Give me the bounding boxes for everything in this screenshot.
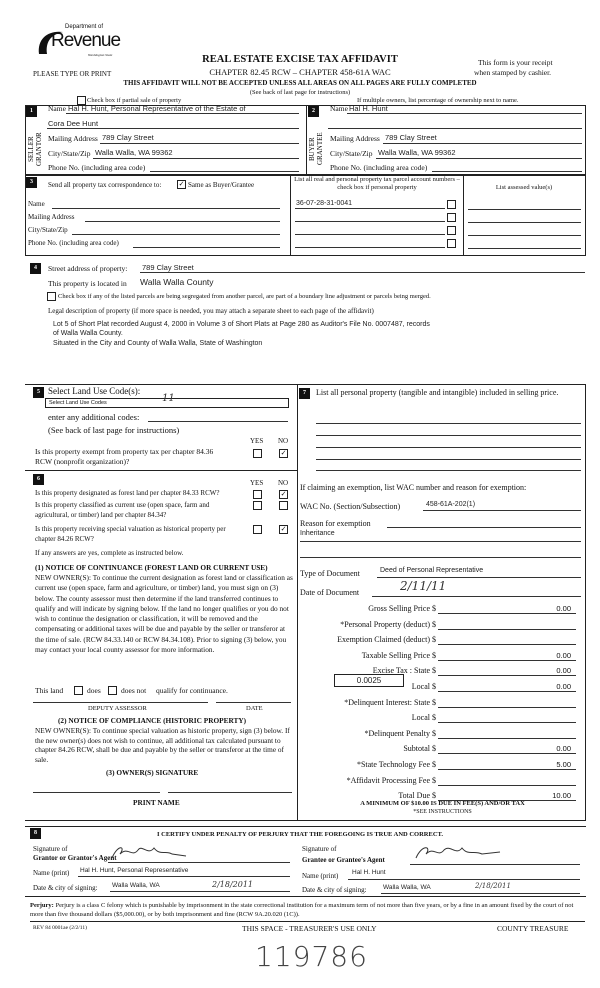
tax-row-label: *Personal Property (deduct) xyxy=(340,619,430,629)
grantor-name[interactable]: Hal H. Hunt, Personal Representative xyxy=(80,867,189,874)
wac-number[interactable]: 458-61A-202(1) xyxy=(426,501,476,508)
dollar-sign: $ xyxy=(432,619,436,629)
current-use-no-checkbox[interactable] xyxy=(279,501,288,510)
deputy-assessor-label: DEPUTY ASSESSOR xyxy=(88,705,147,712)
logo-revenue: Revenue xyxy=(51,30,121,51)
exempt-no-checkbox[interactable]: ✓ xyxy=(280,449,287,457)
corr-name-label: Name xyxy=(28,200,45,208)
owner-signature-title: (3) OWNER(S) SIGNATURE xyxy=(106,768,199,777)
buyer-grantee-label: BUYER GRANTEE xyxy=(308,132,324,166)
grantee-sig-of: Signature of xyxy=(302,845,337,853)
personal-property-checkbox[interactable] xyxy=(447,226,456,235)
grantor-name-label: Name (print) xyxy=(33,869,70,877)
tax-row xyxy=(300,744,585,758)
dollar-sign: $ xyxy=(432,713,436,723)
tax-row-line xyxy=(438,691,576,692)
notice-continuance-text: NEW OWNER(S): To continue the current designation as forest land or classification as current use (open space, farm and agriculture, or timber) land, you must sign on (3) below. The county assessor must then determine if the land transferred continues to qualify and will indicate by signing below. If the land no longer qualifies or you do not wish to continue the designation or classification, it will be removed and the compensating or additional taxes will be due and payable by the seller or transferor at the time of sale. (RCW 84.33.140 or RCW 84.34.108). Prior to signing (3) below, you may contact your local county assessor for more information. xyxy=(35,573,293,655)
tax-row-label: Total Due xyxy=(398,791,430,801)
please-type: PLEASE TYPE OR PRINT xyxy=(33,70,112,78)
parcel-number[interactable]: 36-07-28-31-0041 xyxy=(296,200,353,207)
grantee-date-label: Date & city of signing: xyxy=(302,886,367,894)
deputy-assessor-line[interactable] xyxy=(33,702,208,703)
tax-row xyxy=(300,698,585,712)
personal-property-line[interactable] xyxy=(316,470,581,471)
tax-row-label: Excise Tax : State xyxy=(372,666,430,676)
street-label: Street address of property: xyxy=(48,264,128,273)
county-treasurer: COUNTY TREASURE xyxy=(497,924,569,933)
assessed-value-field[interactable] xyxy=(468,222,581,223)
tax-row-line xyxy=(438,644,576,645)
exempt-question: Is this property exempt from property tax per chapter 84.36 RCW (nonprofit organization)? xyxy=(35,447,214,467)
no-header: NO xyxy=(278,437,289,445)
tax-row-line xyxy=(438,707,576,708)
grantor-city[interactable]: Walla Walla, WA xyxy=(112,882,160,889)
corr-name-field[interactable] xyxy=(52,208,280,209)
legal-line-2[interactable]: of Walla Walla County. xyxy=(53,330,123,337)
same-as-buyer-label: Same as Buyer/Grantee xyxy=(188,181,255,189)
dollar-sign: $ xyxy=(432,666,436,676)
notice-continuance-title: (1) NOTICE OF CONTINUANCE (FOREST LAND OR CURRENT USE) xyxy=(35,563,268,572)
handwritten-mark: 11 xyxy=(162,393,175,404)
no-header: NO xyxy=(278,479,289,487)
notice-compliance-title: (2) NOTICE OF COMPLIANCE (HISTORIC PROPERTY) xyxy=(58,716,247,725)
logo-state: Washington State xyxy=(88,53,113,57)
section-number-1: 1 xyxy=(26,106,37,117)
perjury-bold: Perjury: xyxy=(30,902,54,909)
divider xyxy=(306,105,307,175)
dollar-sign: $ xyxy=(432,728,436,738)
forest-yes-checkbox[interactable] xyxy=(253,490,262,499)
tax-row-label: Exemption Claimed (deduct) xyxy=(337,635,430,645)
legal-line-1[interactable]: Lot 5 of Short Plat recorded August 4, 2000 in Volume 3 of Short Plats at Page 280 as Auditor's File No. 0007487, records xyxy=(53,321,430,328)
seller-city[interactable]: Walla Walla, WA 99362 xyxy=(95,148,173,157)
yes-header: YES xyxy=(250,437,264,445)
legal-line-3[interactable]: Situated in the City and County of Walla Walla, State of Washington xyxy=(53,340,263,347)
corr-mail-label: Mailing Address xyxy=(28,213,75,221)
warning: THIS AFFIDAVIT WILL NOT BE ACCEPTED UNLESS ALL AREAS ON ALL PAGES ARE FULLY COMPLETED xyxy=(123,79,477,87)
tax-row-line xyxy=(438,785,576,786)
tax-row xyxy=(300,776,585,790)
dollar-sign: $ xyxy=(432,760,436,769)
dollar-sign: $ xyxy=(432,635,436,645)
doc-date-label: Date of Document xyxy=(300,588,360,597)
perjury-notice xyxy=(30,901,585,919)
qualify-label: qualify for continuance. xyxy=(156,686,228,695)
buyer-mail[interactable]: 789 Clay Street xyxy=(385,133,437,142)
land-use-label: Select Land Use Code(s): xyxy=(48,386,141,396)
dollar-sign: $ xyxy=(432,604,436,613)
tax-row-label: Local xyxy=(411,682,430,691)
personal-property-line[interactable] xyxy=(316,423,581,424)
buyer-name-label: Name xyxy=(330,104,348,113)
tax-row-line xyxy=(438,722,576,723)
local-rate-field[interactable]: 0.0025 xyxy=(334,674,404,687)
does-checkbox[interactable] xyxy=(74,686,83,695)
deputy-date-line[interactable] xyxy=(216,702,291,703)
seller-name-1[interactable]: Hal H. Hunt, Personal Representative of the Estate of xyxy=(68,104,246,113)
grantee-name[interactable]: Hal H. Hunt xyxy=(352,869,386,876)
dollar-sign: $ xyxy=(432,744,436,754)
does-not-checkbox[interactable] xyxy=(108,686,117,695)
grantee-signature[interactable] xyxy=(412,842,502,862)
personal-property-line[interactable] xyxy=(316,435,581,436)
grantor-agent-label: Grantor or Grantor's Agent xyxy=(33,854,117,862)
segregated-checkbox[interactable] xyxy=(47,292,56,301)
tax-row-value[interactable]: 0.00 xyxy=(556,604,571,613)
receipt-note-2: when stamped by cashier. xyxy=(474,68,552,77)
seller-phone-field[interactable] xyxy=(150,171,299,172)
section-number-6: 6 xyxy=(33,474,44,485)
assessed-header: List assessed value(s) xyxy=(495,184,553,191)
seller-phone-label: Phone No. (including area code) xyxy=(48,163,146,172)
tax-row-value[interactable]: 0.00 xyxy=(556,682,571,691)
certify-statement: I CERTIFY UNDER PENALTY OF PERJURY THAT THE FOREGOING IS TRUE AND CORRECT. xyxy=(156,831,443,838)
doc-type-label: Type of Document xyxy=(300,569,360,578)
tax-row-line xyxy=(438,629,576,630)
located-label: This property is located in xyxy=(48,279,127,288)
tax-row-value[interactable]: 5.00 xyxy=(556,760,571,769)
tax-row-label: *Delinquent Penalty xyxy=(364,728,430,738)
deputy-date-label: DATE xyxy=(246,705,263,712)
seller-mail-label: Mailing Address xyxy=(48,134,98,143)
buyer-phone-field[interactable] xyxy=(432,171,582,172)
grantee-city[interactable]: Walla Walla, WA xyxy=(383,884,431,891)
historic-question: Is this property receiving special valuation as historical property per chapter 84.26 RCW? xyxy=(35,525,226,544)
same-as-buyer-checkbox[interactable]: ✓ xyxy=(178,180,185,188)
yes-header: YES xyxy=(250,479,264,487)
print-name-label: PRINT NAME xyxy=(133,798,180,807)
grantee-agent-label: Grantee or Grantee's Agent xyxy=(302,856,385,864)
assessed-value-field[interactable] xyxy=(468,248,581,249)
county[interactable]: Walla Walla County xyxy=(140,277,214,287)
section-number-5: 5 xyxy=(33,387,44,398)
tax-row xyxy=(300,651,585,665)
section-number-7: 7 xyxy=(299,388,310,399)
dollar-sign: $ xyxy=(432,650,436,660)
parcel-line xyxy=(295,208,445,209)
this-land-label: This land xyxy=(35,686,64,695)
exemption-reason[interactable]: Inheritance xyxy=(300,530,335,537)
if-yes-note: If any answers are yes, complete as instructed below. xyxy=(35,549,184,557)
personal-property-label: List all personal property (tangible and intangible) included in selling price. xyxy=(316,388,559,397)
dollar-sign: $ xyxy=(432,697,436,707)
dollar-sign: $ xyxy=(432,775,436,785)
current-use-yes-checkbox[interactable] xyxy=(253,501,262,510)
tax-row-label: *Affidavit Processing Fee xyxy=(346,775,430,785)
additional-codes-field[interactable] xyxy=(148,421,288,422)
tax-row xyxy=(300,713,585,727)
tax-row xyxy=(300,635,585,649)
perjury-text: Perjury is a class C felony which is punishable by imprisonment in the state correctional institution for a maximum term of not more than five years, or by a fine in an amount fixed by the court of not more than five thousand dollars ($5,000.00), or by both imprisonment and fine (RCW 9A.20.020 (1C)). xyxy=(30,902,574,918)
tax-row-line xyxy=(438,613,576,614)
personal-property-checkbox[interactable] xyxy=(447,200,456,209)
tax-row-value[interactable]: 0.00 xyxy=(556,666,571,676)
grantee-name-label: Name (print) xyxy=(302,872,339,880)
tax-row-line xyxy=(438,753,576,754)
does-not-label: does not xyxy=(121,686,147,695)
corr-phone-field[interactable] xyxy=(133,247,280,248)
grantor-sig-of: Signature of xyxy=(33,845,68,853)
receipt-note-1: This form is your receipt xyxy=(478,58,553,67)
grantor-signature[interactable] xyxy=(108,842,188,862)
seller-city-label: City/State/Zip xyxy=(48,149,91,158)
tax-row-line xyxy=(438,769,576,770)
section-number-3: 3 xyxy=(26,177,37,188)
grantor-date[interactable]: 2/18/2011 xyxy=(212,880,254,889)
section-number-8: 8 xyxy=(30,828,41,839)
grantee-date[interactable]: 2/18/2011 xyxy=(475,882,511,890)
revision-code: REV 84 0001ae (2/2/11) xyxy=(33,925,87,931)
tax-row-label: *State Technology Fee xyxy=(356,760,430,769)
street-address[interactable]: 789 Clay Street xyxy=(142,263,194,272)
section-number-4: 4 xyxy=(30,263,41,274)
parcel-header: List all real and personal property tax parcel account numbers – check box if personal property xyxy=(294,176,460,191)
reason-label: Reason for exemption xyxy=(300,519,371,528)
dollar-sign: $ xyxy=(432,682,436,691)
exempt-yes-checkbox[interactable] xyxy=(253,449,262,458)
section-number-2: 2 xyxy=(308,106,319,117)
seller-name-2[interactable]: Cora Dee Hunt xyxy=(48,119,99,128)
seller-mail[interactable]: 789 Clay Street xyxy=(102,133,154,142)
corr-phone-label: Phone No. (including area code) xyxy=(28,239,119,247)
tax-row-label: Local xyxy=(411,713,430,723)
minimum-due-note: A MINIMUM OF $10.00 IS DUE IN FEE(S) AND/OR TAX xyxy=(360,800,525,807)
legal-label: Legal description of property (if more space is needed, you may attach a separate sheet to each page of the affidavit) xyxy=(48,307,374,315)
seller-grantor-label: SELLER GRANTOR xyxy=(27,132,43,166)
forest-question: Is this property designated as forest land per chapter 84.33 RCW? xyxy=(35,489,220,497)
owner-signature-line-2[interactable] xyxy=(168,792,292,793)
additional-codes-label: enter any additional codes: xyxy=(48,412,140,422)
buyer-name[interactable]: Hal H. Hunt xyxy=(349,104,388,113)
buyer-phone-label: Phone No. (including area code) xyxy=(330,163,428,172)
forest-no-checkbox[interactable]: ✓ xyxy=(280,490,287,498)
historic-no-checkbox[interactable]: ✓ xyxy=(280,525,287,533)
tax-row-label: Subtotal xyxy=(403,744,430,754)
historic-yes-checkbox[interactable] xyxy=(253,525,262,534)
buyer-mail-label: Mailing Address xyxy=(330,134,380,143)
parcel-line xyxy=(295,234,445,235)
tax-row-value[interactable]: 0.00 xyxy=(556,650,571,660)
tax-row xyxy=(300,760,585,774)
tax-row-line xyxy=(438,675,576,676)
personal-property-checkbox[interactable] xyxy=(447,239,456,248)
tax-row-value[interactable]: 0.00 xyxy=(556,744,571,754)
parcel-line xyxy=(295,221,445,222)
seller-name-label: Name xyxy=(48,104,66,113)
handwritten-receipt-number: 119786 xyxy=(255,940,368,973)
partial-sale-label: Check box if partial sale of property xyxy=(87,97,182,104)
form-chapter: CHAPTER 82.45 RCW – CHAPTER 458-61A WAC xyxy=(209,67,391,77)
tax-row-value[interactable]: 10.00 xyxy=(552,791,571,801)
doc-type[interactable]: Deed of Personal Representative xyxy=(380,567,484,574)
treasurer-use-only: THIS SPACE - TREASURER'S USE ONLY xyxy=(242,924,377,933)
wac-label: WAC No. (Section/Subsection) xyxy=(300,502,401,511)
tax-row xyxy=(300,604,585,618)
see-instructions: *SEE INSTRUCTIONS xyxy=(413,809,472,815)
personal-property-line[interactable] xyxy=(316,459,581,460)
tax-row-line xyxy=(438,660,576,661)
tax-row-label: Gross Selling Price xyxy=(368,604,430,613)
land-use-select-value: Select Land Use Codes xyxy=(49,400,107,406)
owner-signature-line-1[interactable] xyxy=(33,792,160,793)
segregated-label: Check box if any of the listed parcels are being segregated from another parcel, are part of a boundary line adjustment or parcels being merged. xyxy=(58,293,431,300)
multiple-owners-note: If multiple owners, list percentage of ownership next to name. xyxy=(357,97,519,104)
personal-property-checkbox[interactable] xyxy=(447,213,456,222)
tax-row xyxy=(300,620,585,634)
tax-row-label: *Delinquent Interest: State xyxy=(344,697,430,707)
doc-date[interactable]: 2/11/11 xyxy=(400,579,447,593)
tax-row-label: Taxable Selling Price xyxy=(361,650,430,660)
corr-city-field[interactable] xyxy=(72,234,280,235)
tax-row-line xyxy=(438,738,576,739)
assessed-value-field[interactable] xyxy=(468,209,581,210)
exemption-note: If claiming an exemption, list WAC number and reason for exemption: xyxy=(300,483,527,492)
parcel-line xyxy=(295,247,445,248)
corr-city-label: City/State/Zip xyxy=(28,226,68,234)
corr-mail-field[interactable] xyxy=(85,221,280,222)
dollar-sign: $ xyxy=(432,791,436,801)
grantor-date-label: Date & city of signing: xyxy=(33,884,98,892)
s5-see-back: (See back of last page for instructions) xyxy=(48,425,180,435)
buyer-city[interactable]: Walla Walla, WA 99362 xyxy=(378,148,456,157)
tax-row xyxy=(300,729,585,743)
current-use-question: Is this property classified as current use (open space, farm and agricultural, or timber) land per chapter 84.34? xyxy=(35,501,210,520)
logo-dept: Department of xyxy=(65,24,104,30)
does-label: does xyxy=(87,686,101,695)
buyer-city-label: City/State/Zip xyxy=(330,149,373,158)
notice-compliance-text: NEW OWNER(S): To continue special valuation as historic property, sign (3) below. If the new owner(s) does not wish to continue, all additional tax calculated pursuant to chapter 84.26 RCW, shall be due and payable by the seller or transferor at the time of sale. xyxy=(35,726,290,764)
assessed-value-field[interactable] xyxy=(468,235,581,236)
send-correspondence-label: Send all property tax correspondence to: xyxy=(48,181,162,189)
see-back: (See back of last page for instructions) xyxy=(249,89,351,96)
personal-property-line[interactable] xyxy=(316,447,581,448)
form-title: REAL ESTATE EXCISE TAX AFFIDAVIT xyxy=(202,54,398,65)
